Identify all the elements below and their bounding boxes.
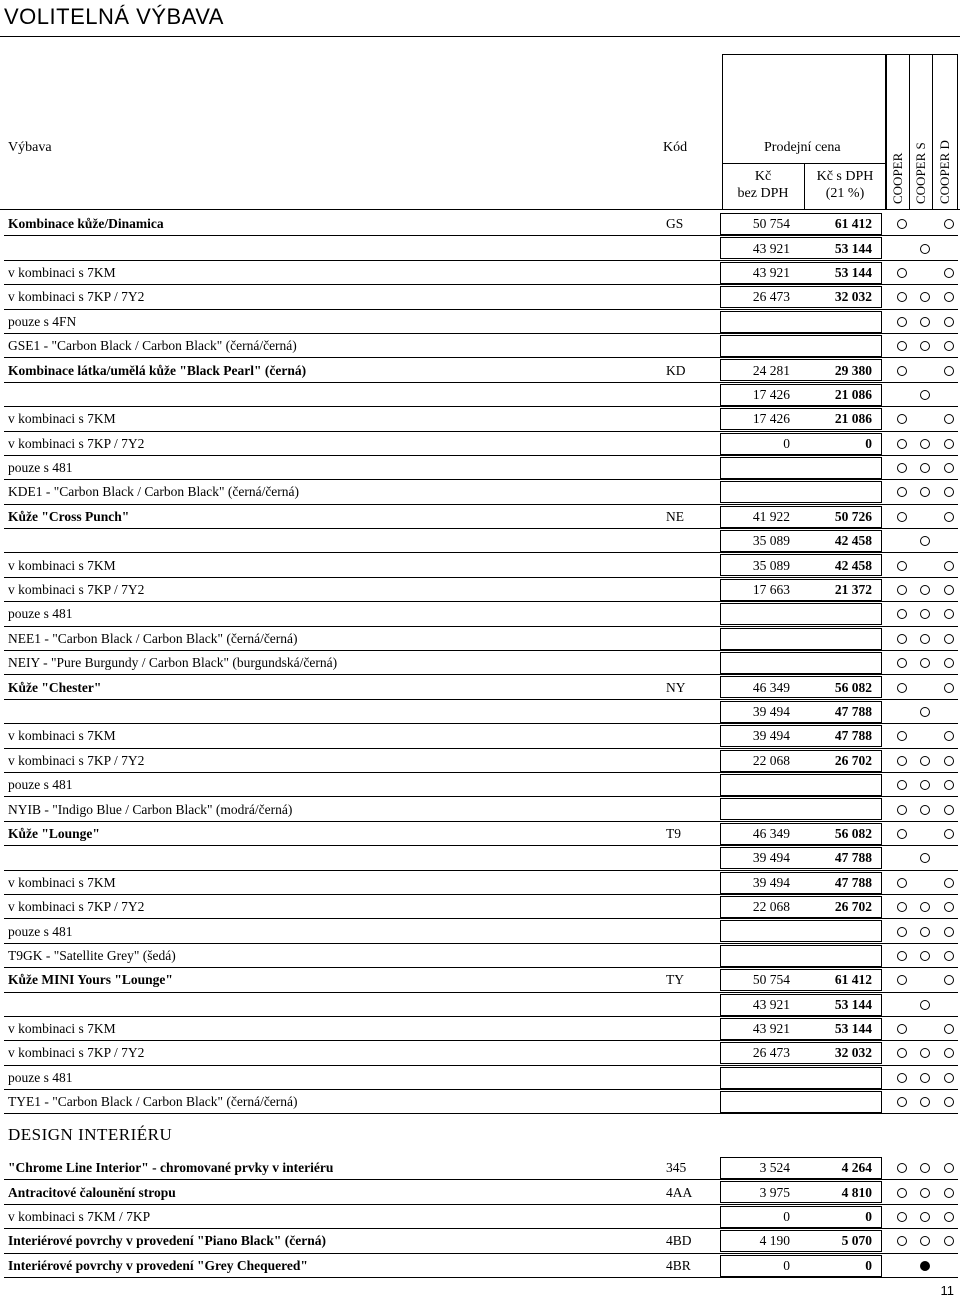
row-label: pouze s 481	[8, 777, 73, 793]
optional-mark-icon-cooper-d	[944, 1188, 954, 1198]
optional-mark-icon-cooper-d	[944, 463, 954, 473]
optional-mark-icon-cooper	[897, 1097, 907, 1107]
row-label: KDE1 - "Carbon Black / Carbon Black" (černá/černá)	[8, 484, 300, 500]
price-net: 0	[783, 435, 790, 451]
optional-mark-icon-cooper-d	[944, 341, 954, 351]
row-code: 345	[666, 1160, 687, 1176]
optional-mark-icon-cooper	[897, 731, 907, 741]
price-net: 39 494	[752, 704, 790, 719]
optional-mark-icon-cooper-s	[920, 585, 930, 595]
optional-mark-icon-cooper-d	[944, 634, 954, 644]
price-gross: 56 082	[834, 679, 872, 695]
optional-mark-icon-cooper	[897, 658, 907, 668]
title-divider	[0, 36, 960, 37]
table-row	[4, 797, 958, 821]
price-net: 17 426	[752, 386, 790, 402]
table-row	[4, 383, 958, 407]
model-label-cooper-d: COOPER D	[937, 140, 952, 204]
optional-mark-icon-cooper	[897, 366, 907, 376]
optional-mark-icon-cooper	[897, 341, 907, 351]
optional-mark-icon-cooper-s	[920, 317, 930, 327]
table-row	[4, 773, 958, 797]
col-code: Kód	[663, 140, 688, 155]
optional-mark-icon-cooper-s	[920, 1212, 930, 1222]
optional-mark-icon-cooper-d	[944, 1073, 954, 1083]
price-gross: 53 144	[834, 996, 872, 1012]
table-row	[4, 1254, 958, 1278]
optional-mark-icon-cooper-d	[944, 829, 954, 839]
table-row	[4, 456, 958, 480]
row-label: NEIY - "Pure Burgundy / Carbon Black" (burgundská/černá)	[8, 655, 338, 671]
price-cell	[720, 1067, 882, 1089]
optional-mark-icon-cooper-d	[944, 731, 954, 741]
table-row	[4, 529, 958, 553]
optional-mark-icon-cooper-d	[944, 414, 954, 424]
price-cell	[720, 603, 882, 625]
table-row	[4, 895, 958, 919]
price-net: 4 190	[759, 1233, 790, 1249]
price-cell	[720, 1206, 882, 1228]
model-label-cooper-s: COOPER S	[913, 142, 928, 204]
price-gross: 0	[865, 1257, 872, 1273]
row-label: pouze s 481	[8, 460, 73, 476]
table-row	[4, 505, 958, 529]
row-code: NE	[666, 508, 684, 524]
optional-mark-icon-cooper	[897, 1188, 907, 1198]
price-net: 3 975	[759, 1184, 790, 1200]
header-rule	[0, 209, 960, 210]
row-code: 4BD	[666, 1233, 692, 1249]
table-row	[4, 578, 958, 602]
optional-mark-icon-cooper	[897, 609, 907, 619]
optional-mark-icon-cooper	[897, 487, 907, 497]
optional-mark-icon-cooper-s	[920, 292, 930, 302]
table-row	[4, 944, 958, 968]
optional-mark-icon-cooper	[897, 414, 907, 424]
table-row	[4, 1229, 958, 1253]
row-label: pouze s 481	[8, 1069, 73, 1085]
table-row	[4, 968, 958, 992]
price-net: 43 921	[752, 996, 790, 1012]
optional-mark-icon-cooper-s	[920, 439, 930, 449]
price-gross: 21 372	[834, 582, 872, 598]
page-number: 11	[940, 1283, 954, 1298]
price-gross: 5 070	[841, 1233, 872, 1249]
table-row	[4, 480, 958, 504]
optional-mark-icon-cooper	[897, 1236, 907, 1246]
price-net: 50 754	[752, 972, 790, 988]
row-label: v kombinaci s 7KP / 7Y2	[8, 1045, 145, 1061]
row-divider	[4, 1277, 958, 1278]
optional-mark-icon-cooper-s	[920, 487, 930, 497]
table-row	[4, 602, 958, 626]
price-net: 17 663	[752, 582, 790, 598]
table-row	[4, 1041, 958, 1065]
optional-mark-icon-cooper-d	[944, 487, 954, 497]
optional-mark-icon-cooper-d	[944, 1163, 954, 1173]
optional-mark-icon-cooper	[897, 780, 907, 790]
price-gross: 50 726	[834, 508, 872, 524]
model-label-cooper: COOPER	[890, 152, 905, 204]
optional-mark-icon-cooper-s	[920, 1048, 930, 1058]
equipment-table	[4, 212, 958, 1114]
optional-mark-icon-cooper	[897, 683, 907, 693]
standard-mark-icon-cooper-s	[920, 1261, 930, 1271]
row-code: 4BR	[666, 1257, 691, 1273]
price-cell	[720, 628, 882, 650]
section-title-design: DESIGN INTERIÉRU	[8, 1125, 173, 1144]
optional-mark-icon-cooper	[897, 829, 907, 839]
price-net: 24 281	[752, 362, 790, 378]
optional-mark-icon-cooper-d	[944, 805, 954, 815]
price-net: 39 494	[752, 850, 790, 866]
price-gross: 26 702	[834, 752, 872, 768]
optional-mark-icon-cooper-s	[920, 463, 930, 473]
optional-mark-icon-cooper-s	[920, 634, 930, 644]
optional-mark-icon-cooper-d	[944, 756, 954, 766]
table-row	[4, 871, 958, 895]
optional-mark-icon-cooper-d	[944, 1024, 954, 1034]
price-net: 26 473	[752, 1045, 790, 1061]
optional-mark-icon-cooper-d	[944, 780, 954, 790]
optional-mark-icon-cooper-d	[944, 317, 954, 327]
row-label: v kombinaci s 7KM	[8, 1021, 116, 1037]
row-label: Interiérové povrchy v provedení "Piano Black" (černá)	[8, 1233, 326, 1249]
optional-mark-icon-cooper-s	[920, 902, 930, 912]
price-gross: 4 264	[841, 1160, 872, 1176]
row-label: Kůže "Lounge"	[8, 825, 100, 841]
optional-mark-icon-cooper	[897, 634, 907, 644]
optional-mark-icon-cooper	[897, 975, 907, 985]
price-gross: 47 788	[834, 728, 872, 744]
price-cell	[720, 335, 882, 357]
price-net: 43 921	[752, 1021, 790, 1037]
col-price-net: Kč bez DPH	[737, 169, 789, 201]
price-cell	[720, 652, 882, 674]
row-label: v kombinaci s 7KP / 7Y2	[8, 289, 145, 305]
row-label: Kombinace látka/umělá kůže "Black Pearl" (černá)	[8, 362, 307, 378]
optional-mark-icon-cooper	[897, 951, 907, 961]
price-net: 41 922	[752, 508, 790, 524]
row-label: Kůže "Chester"	[8, 679, 102, 695]
row-label: Kombinace kůže/Dinamica	[8, 216, 164, 232]
optional-mark-icon-cooper-d	[944, 951, 954, 961]
optional-mark-icon-cooper-d	[944, 292, 954, 302]
design-table	[4, 1156, 958, 1278]
optional-mark-icon-cooper-d	[944, 609, 954, 619]
table-row	[4, 310, 958, 334]
optional-mark-icon-cooper-s	[920, 707, 930, 717]
price-gross: 61 412	[834, 216, 872, 232]
optional-mark-icon-cooper-s	[920, 658, 930, 668]
price-gross: 47 788	[834, 850, 872, 866]
optional-mark-icon-cooper	[897, 561, 907, 571]
optional-mark-icon-cooper	[897, 805, 907, 815]
col-price-gross: Kč s DPH (21 %)	[816, 169, 874, 201]
optional-mark-icon-cooper	[897, 439, 907, 449]
table-row	[4, 261, 958, 285]
row-label: v kombinaci s 7KP / 7Y2	[8, 435, 145, 451]
table-row	[4, 1205, 958, 1229]
optional-mark-icon-cooper	[897, 1073, 907, 1083]
row-code: NY	[666, 679, 686, 695]
optional-mark-icon-cooper-s	[920, 609, 930, 619]
price-cell	[720, 1091, 882, 1113]
row-label: v kombinaci s 7KM / 7KP	[8, 1208, 151, 1224]
optional-mark-icon-cooper-s	[920, 1000, 930, 1010]
optional-mark-icon-cooper-s	[920, 1097, 930, 1107]
table-row	[4, 212, 958, 236]
optional-mark-icon-cooper-s	[920, 805, 930, 815]
price-gross: 0	[865, 435, 872, 451]
price-gross: 26 702	[834, 899, 872, 915]
row-label: v kombinaci s 7KM	[8, 411, 116, 427]
row-divider	[4, 1113, 958, 1114]
table-row	[4, 749, 958, 773]
table-row	[4, 1017, 958, 1041]
price-cell	[720, 1255, 882, 1277]
table-row	[4, 432, 958, 456]
optional-mark-icon-cooper	[897, 1024, 907, 1034]
price-net: 39 494	[752, 728, 790, 744]
price-cell	[720, 945, 882, 967]
optional-mark-icon-cooper	[897, 219, 907, 229]
price-gross: 29 380	[834, 362, 872, 378]
price-gross: 32 032	[834, 1045, 872, 1061]
row-label: GSE1 - "Carbon Black / Carbon Black" (černá/černá)	[8, 338, 297, 354]
optional-mark-icon-cooper-d	[944, 927, 954, 937]
table-row	[4, 236, 958, 260]
table-row	[4, 627, 958, 651]
price-gross: 42 458	[834, 533, 872, 549]
price-net: 0	[783, 1208, 790, 1224]
optional-mark-icon-cooper-d	[944, 268, 954, 278]
optional-mark-icon-cooper-s	[920, 780, 930, 790]
optional-mark-icon-cooper	[897, 317, 907, 327]
optional-mark-icon-cooper	[897, 1212, 907, 1222]
table-row	[4, 919, 958, 943]
row-label: pouze s 481	[8, 606, 73, 622]
optional-mark-icon-cooper-s	[920, 390, 930, 400]
page-title: VOLITELNÁ VÝBAVA	[4, 4, 224, 29]
price-gross: 53 144	[834, 264, 872, 280]
price-gross: 21 086	[834, 386, 872, 402]
price-cell	[720, 481, 882, 503]
row-label: TYE1 - "Carbon Black / Carbon Black" (černá/černá)	[8, 1094, 298, 1110]
price-gross: 56 082	[834, 825, 872, 841]
optional-mark-icon-cooper-d	[944, 585, 954, 595]
price-gross: 47 788	[834, 874, 872, 890]
table-row	[4, 700, 958, 724]
table-row	[4, 675, 958, 699]
table-row	[4, 1180, 958, 1204]
optional-mark-icon-cooper-d	[944, 658, 954, 668]
optional-mark-icon-cooper	[897, 512, 907, 522]
price-cell	[720, 798, 882, 820]
optional-mark-icon-cooper	[897, 292, 907, 302]
table-row	[4, 651, 958, 675]
optional-mark-icon-cooper-d	[944, 902, 954, 912]
price-cell	[720, 457, 882, 479]
col-equipment: Výbava	[8, 140, 52, 155]
table-row	[4, 822, 958, 846]
row-label: Kůže "Cross Punch"	[8, 508, 130, 524]
optional-mark-icon-cooper-s	[920, 853, 930, 863]
price-gross: 32 032	[834, 289, 872, 305]
row-code: T9	[666, 825, 681, 841]
optional-mark-icon-cooper-d	[944, 512, 954, 522]
row-code: TY	[666, 972, 684, 988]
price-net: 26 473	[752, 289, 790, 305]
price-net: 35 089	[752, 557, 790, 573]
col-price: Prodejní cena	[764, 140, 841, 155]
row-code: KD	[666, 362, 686, 378]
row-label: Kůže MINI Yours "Lounge"	[8, 972, 173, 988]
price-net: 50 754	[752, 216, 790, 232]
price-net: 35 089	[752, 533, 790, 549]
row-code: GS	[666, 216, 684, 232]
optional-mark-icon-cooper-d	[944, 683, 954, 693]
price-net: 22 068	[752, 899, 790, 915]
optional-mark-icon-cooper-d	[944, 1236, 954, 1246]
row-label: "Chrome Line Interior" - chromované prvky v interiéru	[8, 1160, 334, 1176]
price-gross: 4 810	[841, 1184, 872, 1200]
optional-mark-icon-cooper-s	[920, 1236, 930, 1246]
optional-mark-icon-cooper-s	[920, 536, 930, 546]
row-label: Interiérové povrchy v provedení "Grey Chequered"	[8, 1257, 308, 1273]
optional-mark-icon-cooper	[897, 756, 907, 766]
optional-mark-icon-cooper	[897, 1048, 907, 1058]
optional-mark-icon-cooper-d	[944, 1048, 954, 1058]
price-gross: 42 458	[834, 557, 872, 573]
table-row	[4, 334, 958, 358]
optional-mark-icon-cooper	[897, 902, 907, 912]
row-label: v kombinaci s 7KP / 7Y2	[8, 899, 145, 915]
optional-mark-icon-cooper-s	[920, 756, 930, 766]
optional-mark-icon-cooper-d	[944, 975, 954, 985]
row-label: v kombinaci s 7KM	[8, 874, 116, 890]
price-cell	[720, 433, 882, 455]
price-net: 17 426	[752, 411, 790, 427]
table-row	[4, 724, 958, 748]
optional-mark-icon-cooper-d	[944, 1097, 954, 1107]
optional-mark-icon-cooper-s	[920, 244, 930, 254]
row-label: NEE1 - "Carbon Black / Carbon Black" (černá/černá)	[8, 630, 298, 646]
row-label: T9GK - "Satellite Grey" (šedá)	[8, 947, 176, 963]
table-row	[4, 846, 958, 870]
price-gross: 61 412	[834, 972, 872, 988]
price-gross: 53 144	[834, 240, 872, 256]
price-gross: 21 086	[834, 411, 872, 427]
table-row	[4, 407, 958, 431]
price-net: 46 349	[752, 679, 790, 695]
optional-mark-icon-cooper-d	[944, 366, 954, 376]
price-net: 43 921	[752, 240, 790, 256]
optional-mark-icon-cooper	[897, 878, 907, 888]
price-cell	[720, 311, 882, 333]
row-label: NYIB - "Indigo Blue / Carbon Black" (modrá/černá)	[8, 801, 293, 817]
price-net: 0	[783, 1257, 790, 1273]
row-label: v kombinaci s 7KM	[8, 728, 116, 744]
row-label: Antracitové čalounění stropu	[8, 1184, 176, 1200]
price-net: 39 494	[752, 874, 790, 890]
optional-mark-icon-cooper-d	[944, 561, 954, 571]
table-row	[4, 358, 958, 382]
row-label: v kombinaci s 7KP / 7Y2	[8, 582, 145, 598]
price-net: 22 068	[752, 752, 790, 768]
optional-mark-icon-cooper-d	[944, 219, 954, 229]
table-row	[4, 553, 958, 577]
table-row	[4, 1156, 958, 1180]
row-code: 4AA	[666, 1184, 693, 1200]
optional-mark-icon-cooper-s	[920, 341, 930, 351]
price-gross: 53 144	[834, 1021, 872, 1037]
optional-mark-icon-cooper-s	[920, 1073, 930, 1083]
price-net: 46 349	[752, 825, 790, 841]
optional-mark-icon-cooper	[897, 927, 907, 937]
optional-mark-icon-cooper	[897, 1163, 907, 1173]
price-gross: 47 788	[834, 704, 872, 719]
row-label: v kombinaci s 7KM	[8, 557, 116, 573]
optional-mark-icon-cooper	[897, 268, 907, 278]
price-gross: 0	[865, 1208, 872, 1224]
optional-mark-icon-cooper-s	[920, 951, 930, 961]
row-label: pouze s 481	[8, 923, 73, 939]
row-label: v kombinaci s 7KP / 7Y2	[8, 752, 145, 768]
optional-mark-icon-cooper	[897, 463, 907, 473]
optional-mark-icon-cooper	[897, 585, 907, 595]
price-net: 43 921	[752, 264, 790, 280]
table-row	[4, 1066, 958, 1090]
row-label: pouze s 4FN	[8, 313, 77, 329]
optional-mark-icon-cooper-s	[920, 1188, 930, 1198]
optional-mark-icon-cooper-d	[944, 878, 954, 888]
price-cell	[720, 920, 882, 942]
optional-mark-icon-cooper-d	[944, 1212, 954, 1222]
optional-mark-icon-cooper-d	[944, 439, 954, 449]
table-row	[4, 993, 958, 1017]
table-row	[4, 285, 958, 309]
optional-mark-icon-cooper-s	[920, 927, 930, 937]
optional-mark-icon-cooper-s	[920, 1163, 930, 1173]
table-row	[4, 1090, 958, 1114]
price-net: 3 524	[759, 1160, 790, 1176]
price-cell	[720, 774, 882, 796]
row-label: v kombinaci s 7KM	[8, 264, 116, 280]
